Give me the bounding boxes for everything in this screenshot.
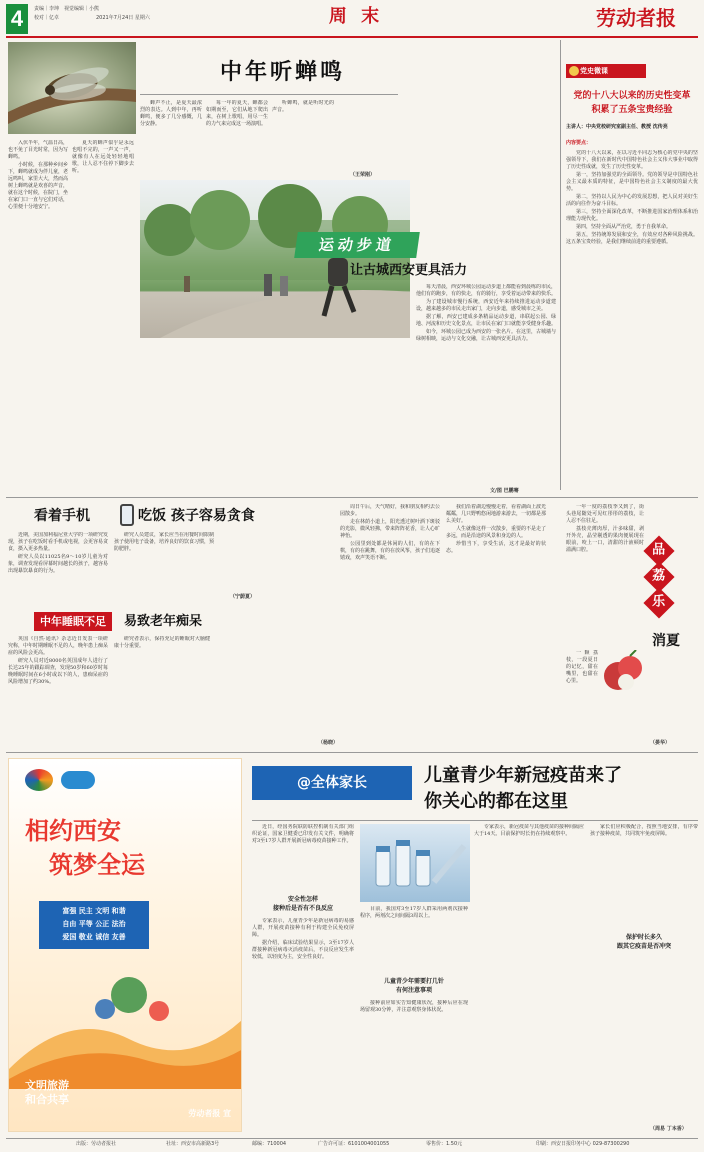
party-tag xyxy=(566,64,646,78)
lower-rule xyxy=(6,752,698,753)
party-paragraph: 第五，坚持统筹发展和安全，有效应对各种风险挑战。这五条宝贵经验，是我们继续前进的重要遵循。 xyxy=(566,232,698,245)
party-emblem-icon xyxy=(569,66,579,76)
vaccine-sub-2-b: 有何注意事项 xyxy=(395,987,432,994)
vaccine-headline-1: 儿童青少年新冠疫苗来了 xyxy=(424,765,622,786)
phone-icon xyxy=(120,504,134,526)
spread-paragraph: 珍惜当下，享受生活，这才是最好的状态。 xyxy=(446,541,546,554)
party-intro-label: 内容要点： xyxy=(566,140,592,146)
exercise-headline: 让古城西安更具活力 xyxy=(350,263,468,278)
lychee-byline: （晏华） xyxy=(650,740,671,746)
cicada-paragraph: 蝉声不止，是夏天最浓烈的表达。人到中年，再听蝉鸣，便多了几分感慨，几分安静。 xyxy=(140,100,202,127)
vaccine-col-2b xyxy=(360,1000,468,1138)
spread-col-1 xyxy=(340,504,440,744)
vaccine-paragraph: 家长们应积极配合，按照当地安排，有序带孩子接种疫苗，共同筑牢免疫屏障。 xyxy=(590,824,698,837)
masthead-rule xyxy=(6,36,698,38)
party-paragraph: 第三，坚持全面深化改革，不断推进国家治理体系和治理能力现代化。 xyxy=(566,209,698,222)
lychee-paragraph: 一年一度的荔枝季又到了，街头巷尾随处可见红彤彤的荔枝，让人忍不住驻足。 xyxy=(566,504,644,524)
exercise-paragraph: 据了解，西安已建成多条精品运动步道，串联起公园、绿地、河流和历史文化景点，让市民在家门口就能享受健身乐趣。 xyxy=(416,314,556,327)
sleep-paragraph: 研究人员对近8000名英国成年人进行了长达25年的跟踪调查，发现50岁和60岁时每晚睡眠时间在6小时或以下的人，患痴呆症的风险增加了约30%。 xyxy=(8,658,108,685)
ad-headline-a: 相约西安 xyxy=(25,816,121,845)
spread-col-2 xyxy=(446,504,546,744)
games-ad xyxy=(8,758,242,1132)
cicada-headline: 中年听蝉鸣 xyxy=(220,59,346,85)
cicada-col-1 xyxy=(8,140,68,290)
vaccine-sub-2-a: 儿童青少年需要打几针 xyxy=(383,978,444,985)
cicada-col-5 xyxy=(272,100,334,150)
spread-paragraph: 公园里到处都是休闲的人们，有的在下棋，有的在跳舞，有的在放风筝，孩子们追逐嬉戏，欢声笑语不断。 xyxy=(340,541,440,561)
lychee-paragraph: 一颗荔枝，一段夏日的记忆，甜在嘴里，也甜在心里。 xyxy=(566,650,598,684)
exercise-byline: 文/图 巴鹏骞 xyxy=(490,488,519,494)
party-paragraph: 第四，坚持全面从严治党，勇于自我革命。 xyxy=(576,224,672,230)
sleep-col-2 xyxy=(114,636,210,746)
lychee-paragraph: 荔枝壳薄肉厚，汁多味甜，剥开外壳，晶莹剔透的果肉便展现在眼前，咬上一口，清甜的汁液顿时溢满口腔。 xyxy=(566,526,644,553)
party-body xyxy=(566,150,698,484)
ad-values: 自由 平等 公正 法治 xyxy=(62,920,126,928)
cicada-paragraph: 入伏半年，气温日高，也不免了目光时常，因为写蝉鸣。 xyxy=(8,140,68,160)
exercise-col-1 xyxy=(416,284,556,474)
ad-values: 富强 民主 文明 和谐 xyxy=(62,907,126,915)
party-tag-label: 党史微课 xyxy=(580,67,608,75)
lychee-col-1 xyxy=(566,504,644,644)
footer-ad-license: 广告许可证：6101004001055 xyxy=(318,1141,390,1147)
vaccine-col-2 xyxy=(360,906,468,976)
ad-illustration xyxy=(9,949,242,1089)
spread-paragraph: 人生就像这样一次散步，重要的不是走了多远，而是沿途的风景和身边的人。 xyxy=(446,526,546,539)
footer-printer: 印刷：西安日报印务中心 029-87300290 xyxy=(536,1141,630,1147)
sleep-byline: （杨晓） xyxy=(318,740,339,746)
mid-rule xyxy=(6,497,698,498)
vaccine-paragraph: 据介绍，临床试验结果显示，3至17岁人群接种新冠病毒灭活疫苗后，不良反应发生率较低，以轻度为主，安全性良好。 xyxy=(252,940,354,960)
sleep-paragraph: 英国《自然·通讯》杂志近日发表一项研究称，中年时期睡眠不足的人，晚年患上痴呆症的风险会更高。 xyxy=(8,636,108,656)
sleep-headline-b: 易致老年痴呆 xyxy=(124,614,203,629)
vaccine-paragraph: 专家表示，新冠疫苗与其他疫苗的接种间隔应大于14天。目前保护时长仍在持续观察中。 xyxy=(474,824,584,837)
footer-address: 社址：西安市高新路3号 xyxy=(166,1141,220,1147)
vaccine-col-3 xyxy=(474,824,584,1136)
vaccine-sub-3-a: 保护时长多久 xyxy=(625,934,662,941)
kids-headline-b: 吃饭 孩子容易贪食 xyxy=(138,508,255,524)
lychee-title: 消夏 xyxy=(652,633,680,649)
sleep-paragraph: 研究者表示，保持充足的睡眠对大脑健康十分重要。 xyxy=(114,636,210,649)
party-paragraph: 党的十八大以来，在以习近平同志为核心的党中央的坚强领导下，我们在新时代中国特色社会主义伟大事业中取得了历史性成就，发生了历史性变革。 xyxy=(566,150,698,170)
footer-postcode: 邮编：710004 xyxy=(252,1141,287,1147)
exercise-paragraph: 为了建设城市慢行系统，西安近年来持续推进运动步道建设，越来越多的市民走出家门，走向步道，感受城市之美。 xyxy=(416,299,556,312)
kids-paragraph: 研究人员以11025名9～10岁儿童为对象，调查发现看屏幕时间越长的孩子，越容易出现暴饮暴食的行为。 xyxy=(8,554,108,574)
footer-publisher: 出版：劳动者报社 xyxy=(76,1141,117,1147)
spread-paragraph: 走在林荫小道上，阳光透过树叶洒下斑驳的光影，微风轻拂，带来阵阵花香，让人心旷神怡。 xyxy=(340,519,440,539)
ad-slogan-a: 文明旅游 xyxy=(25,1079,69,1092)
vaccine-headline-2: 你关心的都在这里 xyxy=(424,791,568,812)
vaccine-sub-3-b: 跟其它疫苗是否冲突 xyxy=(616,943,671,950)
vaccine-sub-1-a: 安全性怎样 xyxy=(287,896,318,903)
vaccine-paragraph: 专家表示，儿童青少年是新冠病毒的易感人群，开展疫苗接种有利于构建全民免疫屏障。 xyxy=(252,918,354,938)
cicada-paragraph: 每一年的夏天，蝉都会如期而至，它们从地下爬出来，在树上歌唱，用尽一生的力气来完成这一场演唱。 xyxy=(206,100,268,127)
proof-credits: 校对｜亿卓 xyxy=(34,15,60,21)
cicada-paragraph: 听蝉鸣，就是听时光的声音。 xyxy=(272,100,334,113)
party-headline-2: 积累了五条宝贵经验 xyxy=(591,105,673,115)
page-number: 4 xyxy=(6,4,28,34)
cicada-col-3 xyxy=(140,100,202,150)
side-char: 乐 xyxy=(643,587,674,618)
ad-slogan-b: 和合共享 xyxy=(25,1093,69,1106)
kids-col-1 xyxy=(8,532,108,606)
kids-paragraph: 研究人员建议，家长应当在用餐时间限制孩子使用电子设备，培养良好的饮食习惯，预防肥胖。 xyxy=(114,532,214,552)
party-headline-1: 党的十八大以来的历史性变革 xyxy=(573,91,691,101)
lychee-photo xyxy=(600,650,646,696)
exercise-paragraph: 如今，环城公园已成为西安的一张名片。在这里，古城墙与绿树相映，运动与文化交融，让古城西安更具活力。 xyxy=(416,329,556,342)
vaccine-paragraph: 近日，经国务院联防联控机制有关部门组织论证，国家卫健委已印发有关文件，明确将对3至17岁人群开展新冠病毒疫苗接种工作。 xyxy=(252,824,354,844)
exercise-tag: 运动步道 xyxy=(294,232,420,258)
ad-headline-b: 筑梦全运 xyxy=(49,850,145,879)
games-logo-icon xyxy=(25,769,53,791)
vaccine-col-1b xyxy=(252,918,354,1138)
paper-name: 劳动者报 xyxy=(596,6,676,30)
column-divider xyxy=(560,40,561,490)
lychee-side-chars xyxy=(648,540,672,614)
party-paragraph: 第一，坚持加强党的全面领导。党的领导是中国特色社会主义最本质的特征，是中国特色社会主义制度的最大优势。 xyxy=(566,172,698,192)
cicada-byline: （王荣刚） xyxy=(350,172,376,178)
spread-paragraph: 周日午后，天气晴好，我和朋友相约去公园散步。 xyxy=(340,504,440,517)
issue-date: 2021年7月24日 星期六 xyxy=(96,15,150,21)
cicada-photo xyxy=(8,42,136,134)
spread-paragraph: 我们沿着湖边慢慢走着，看着湖面上波光粼粼，几只野鸭悠闲地游来游去，一切都是那么美好。 xyxy=(446,504,546,524)
cicada-head-rule xyxy=(140,94,398,95)
ad-values: 爱国 敬业 诚信 友善 xyxy=(62,933,126,941)
games-mascot-icon xyxy=(61,771,95,789)
kids-byline: （宁蔚夏） xyxy=(230,594,256,600)
vaccine-col-4 xyxy=(590,824,698,894)
kids-headline-a: 看着手机 xyxy=(34,508,90,524)
vaccine-col-1 xyxy=(252,824,354,892)
sleep-headline-a: 中年睡眠不足 xyxy=(34,612,112,631)
sleep-col-1 xyxy=(8,636,108,746)
vaccine-paragraph: 接种前应如实告知健康状况，接种后应在现场留观30分钟，并注意观察身体状况。 xyxy=(360,1000,468,1013)
exercise-photo xyxy=(140,180,410,338)
vaccine-tag: @全体家长 xyxy=(252,766,412,800)
side-char: 荔 xyxy=(643,561,674,592)
footer-price: 零售价：1.50元 xyxy=(426,1141,463,1147)
party-paragraph: 第二，坚持以人民为中心的发展思想，把人民对美好生活的向往作为奋斗目标。 xyxy=(566,194,698,207)
vaccine-byline: （周易 丁本香） xyxy=(650,1126,687,1132)
cicada-paragraph: 夏天的蝉声似乎是永远也唱不完的，一声又一声，就像有人在远处轻轻地唱歌，让人忍不住停下脚步去听。 xyxy=(72,140,134,174)
ad-publisher: 劳动者报 宣 xyxy=(188,1108,231,1118)
section-title: 周 末 xyxy=(328,6,384,27)
exercise-paragraph: 每天清晨，西安环城公园运动步道上都能看到晨练的市民，他们有的跑步，有的快走，有的骑行，享受着运动带来的快乐。 xyxy=(416,284,556,297)
kids-col-2 xyxy=(114,532,214,606)
cicada-paragraph: 小时候，在那种乡间乡下，蝉鸣就成为伴儿童，老远鸣叫，家里大大，然而高树上蝉鸣就是欢喜的声音，就在这个时候，在院门，坐在家门口一直与它们对话，心里便十分地安宁。 xyxy=(8,162,68,210)
cicada-col-4 xyxy=(206,100,268,150)
vaccine-paragraph: 目前，我国对3至17岁人群采用两剂次接种程序，两剂次之间间隔3周以上。 xyxy=(360,906,468,919)
side-char: 品 xyxy=(643,535,674,566)
lychee-col-2 xyxy=(566,650,598,740)
kids-paragraph: 近期，美国加利福尼亚大学的一项研究发现，孩子在吃饭时看手机或电视，会更容易贪食，摄入更多热量。 xyxy=(8,532,108,552)
party-speaker: 主讲人：中央党校研究室副主任、教授 沈传亮 xyxy=(566,124,668,130)
footer xyxy=(6,1138,698,1150)
vaccine-rule xyxy=(252,820,698,821)
cicada-col-2 xyxy=(72,140,134,290)
editor-credits: 责编｜李坤 视觉编辑｜小熊 xyxy=(34,6,100,12)
vaccine-photo xyxy=(360,824,470,902)
vaccine-sub-1-b: 接种后是否有不良反应 xyxy=(272,905,333,912)
ad-values-box xyxy=(39,901,149,949)
